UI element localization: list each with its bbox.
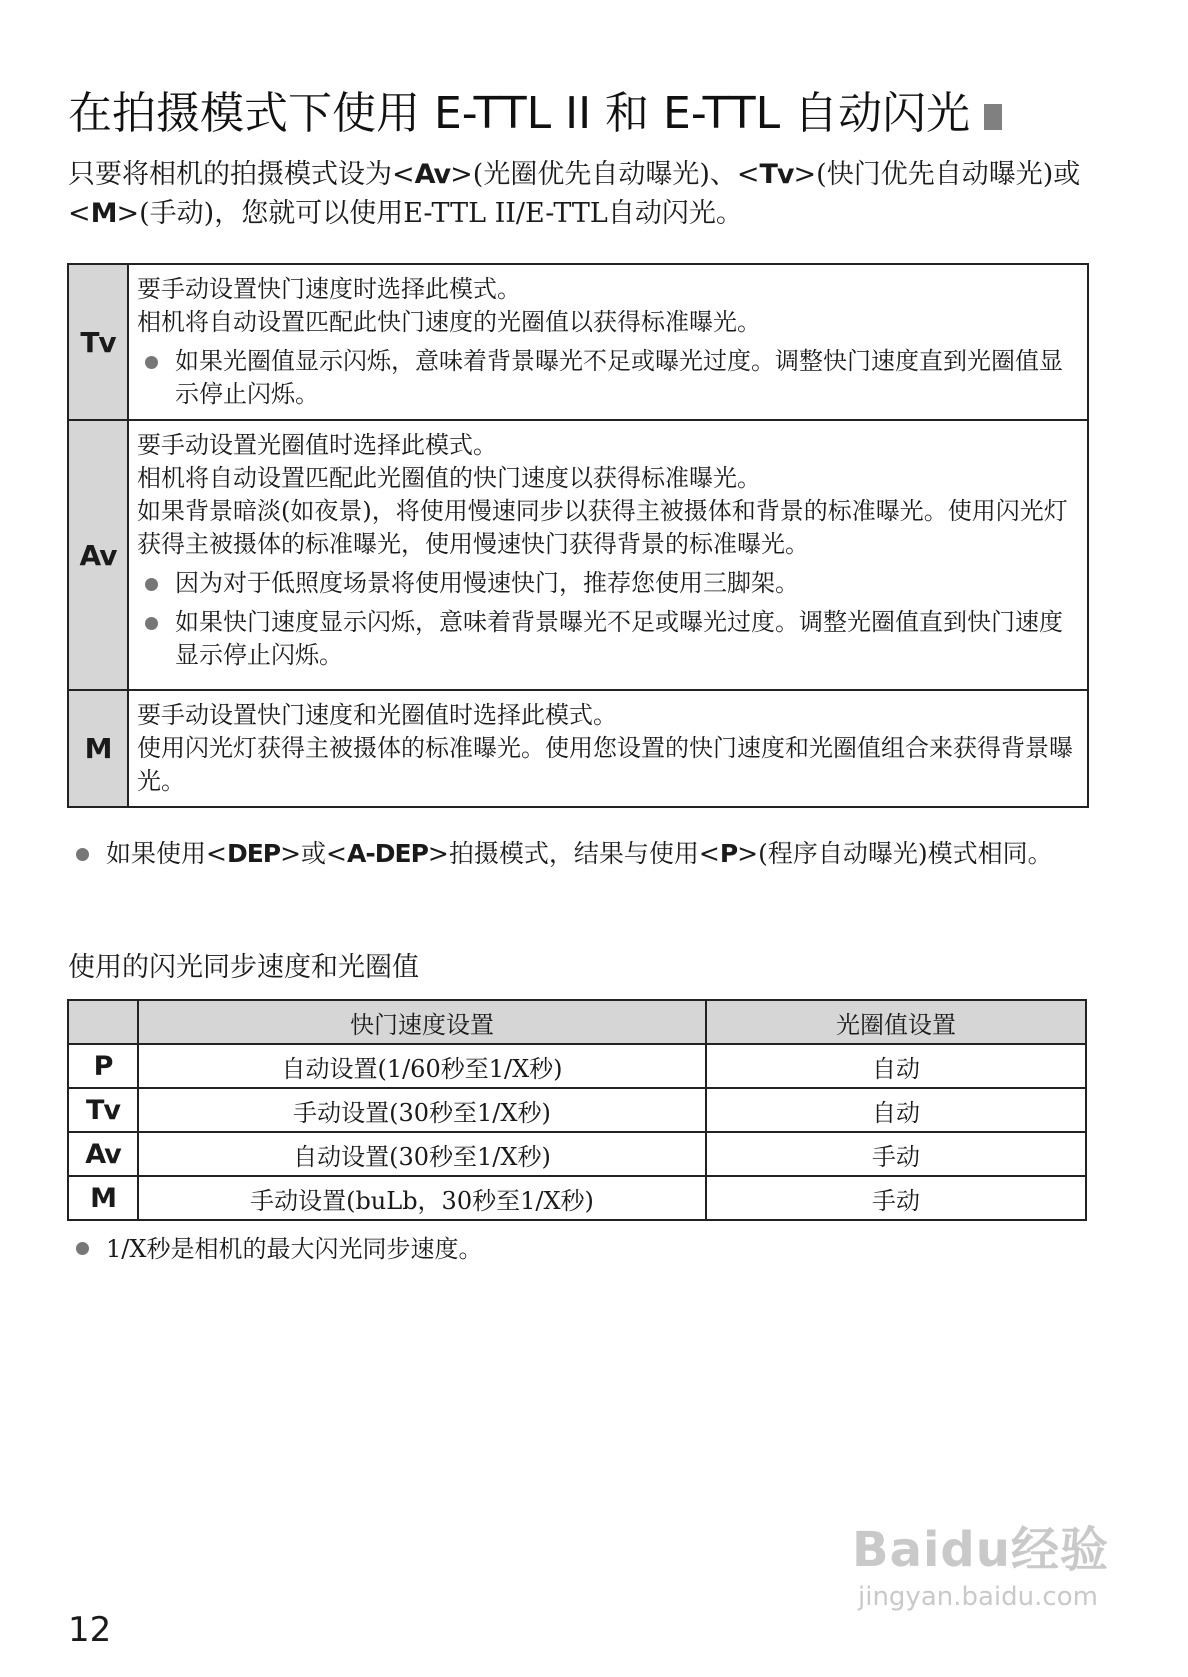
page-number: 12 bbox=[68, 1610, 112, 1650]
intro-paragraph: 只要将相机的拍摄模式设为<Av>(光圈优先自动曝光)、<Tv>(快门优先自动曝光)或<M>(手动)，您就可以使用E-TTL II/E-TTL自动闪光。 bbox=[68, 159, 1081, 229]
row-mode: Av bbox=[68, 1132, 138, 1176]
row-shutter: 自动设置(30秒至1/X秒) bbox=[138, 1132, 706, 1176]
mode-av-symbol: Av bbox=[414, 159, 451, 190]
row-shutter: 自动设置(1/60秒至1/X秒) bbox=[138, 1044, 706, 1088]
mode-row-tv bbox=[68, 264, 1088, 420]
mode-description bbox=[128, 690, 1088, 807]
desc-line: 相机将自动设置匹配此光圈值的快门速度以获得标准曝光。 bbox=[137, 464, 761, 492]
mode-label: Tv bbox=[68, 264, 128, 420]
row-aperture: 自动 bbox=[706, 1044, 1086, 1088]
table-row bbox=[68, 1132, 1086, 1176]
mode-table bbox=[67, 263, 1089, 808]
bullet-item: 1/X秒是相机的最大闪光同步速度。 bbox=[68, 1231, 482, 1267]
row-mode: P bbox=[68, 1044, 138, 1088]
mode-description bbox=[128, 264, 1088, 420]
desc-line: 相机将自动设置匹配此快门速度的光圈值以获得标准曝光。 bbox=[137, 308, 761, 336]
mode-label: Av bbox=[68, 420, 128, 690]
mode-p-symbol: P bbox=[719, 839, 738, 868]
watermark-url: jingyan.baidu.com bbox=[858, 1582, 1098, 1612]
mode-m-symbol: M bbox=[90, 198, 117, 229]
row-mode: M bbox=[68, 1176, 138, 1220]
note-sync-speed bbox=[68, 1225, 482, 1267]
desc-line: 要手动设置光圈值时选择此模式。 bbox=[137, 431, 497, 459]
header-shutter: 快门速度设置 bbox=[138, 1000, 706, 1044]
row-shutter: 手动设置(30秒至1/X秒) bbox=[138, 1088, 706, 1132]
sync-table bbox=[67, 999, 1087, 1221]
desc-line: 要手动设置快门速度和光圈值时选择此模式。 bbox=[137, 701, 617, 729]
row-aperture: 手动 bbox=[706, 1132, 1086, 1176]
row-aperture: 自动 bbox=[706, 1088, 1086, 1132]
desc-line: 如果背景暗淡(如夜景)，将使用慢速同步以获得主被摄体和背景的标准曝光。使用闪光灯获得主被摄体的标准曝光，使用慢速快门获得背景的标准曝光。 bbox=[137, 497, 1068, 558]
row-mode: Tv bbox=[68, 1088, 138, 1132]
header-mode bbox=[68, 1000, 138, 1044]
mode-description bbox=[128, 420, 1088, 690]
table-row bbox=[68, 1044, 1086, 1088]
page-title: 在拍摄模式下使用 E-TTL II 和 E-TTL 自动闪光 bbox=[68, 84, 1002, 144]
desc-line: 要手动设置快门速度时选择此模式。 bbox=[137, 275, 521, 303]
header-aperture: 光圈值设置 bbox=[706, 1000, 1086, 1044]
bullet-item: 如果快门速度显示闪烁，意味着背景曝光不足或曝光过度。调整光圈值直到快门速度显示停止闪烁。 bbox=[137, 606, 1079, 672]
row-aperture: 手动 bbox=[706, 1176, 1086, 1220]
desc-line: 使用闪光灯获得主被摄体的标准曝光。使用您设置的快门速度和光圈值组合来获得背景曝光。 bbox=[137, 734, 1073, 795]
table-row bbox=[68, 1176, 1086, 1220]
section-end-marker bbox=[984, 104, 1002, 130]
mode-tv-symbol: Tv bbox=[759, 159, 794, 190]
baidu-watermark bbox=[852, 1520, 1132, 1650]
watermark-logo: Baidu经验 bbox=[852, 1522, 1109, 1578]
note-dep bbox=[68, 830, 1088, 872]
mode-row-m bbox=[68, 690, 1088, 807]
mode-dep-symbol: DEP bbox=[226, 839, 281, 868]
bullet-item: 因为对于低照度场景将使用慢速快门，推荐您使用三脚架。 bbox=[137, 567, 1079, 600]
sync-header-row bbox=[68, 1000, 1086, 1044]
row-shutter: 手动设置(buLb，30秒至1/X秒) bbox=[138, 1176, 706, 1220]
mode-label: M bbox=[68, 690, 128, 807]
sync-heading: 使用的闪光同步速度和光圈值 bbox=[68, 952, 419, 983]
bullet-item: 如果光圈值显示闪烁，意味着背景曝光不足或曝光过度。调整快门速度直到光圈值显示停止闪烁。 bbox=[137, 345, 1079, 411]
bullet-item: 如果使用<DEP>或<A-DEP>拍摄模式，结果与使用<P>(程序自动曝光)模式相同。 bbox=[68, 836, 1088, 872]
table-row bbox=[68, 1088, 1086, 1132]
mode-a-dep-symbol: A-DEP bbox=[347, 839, 428, 868]
mode-row-av bbox=[68, 420, 1088, 690]
